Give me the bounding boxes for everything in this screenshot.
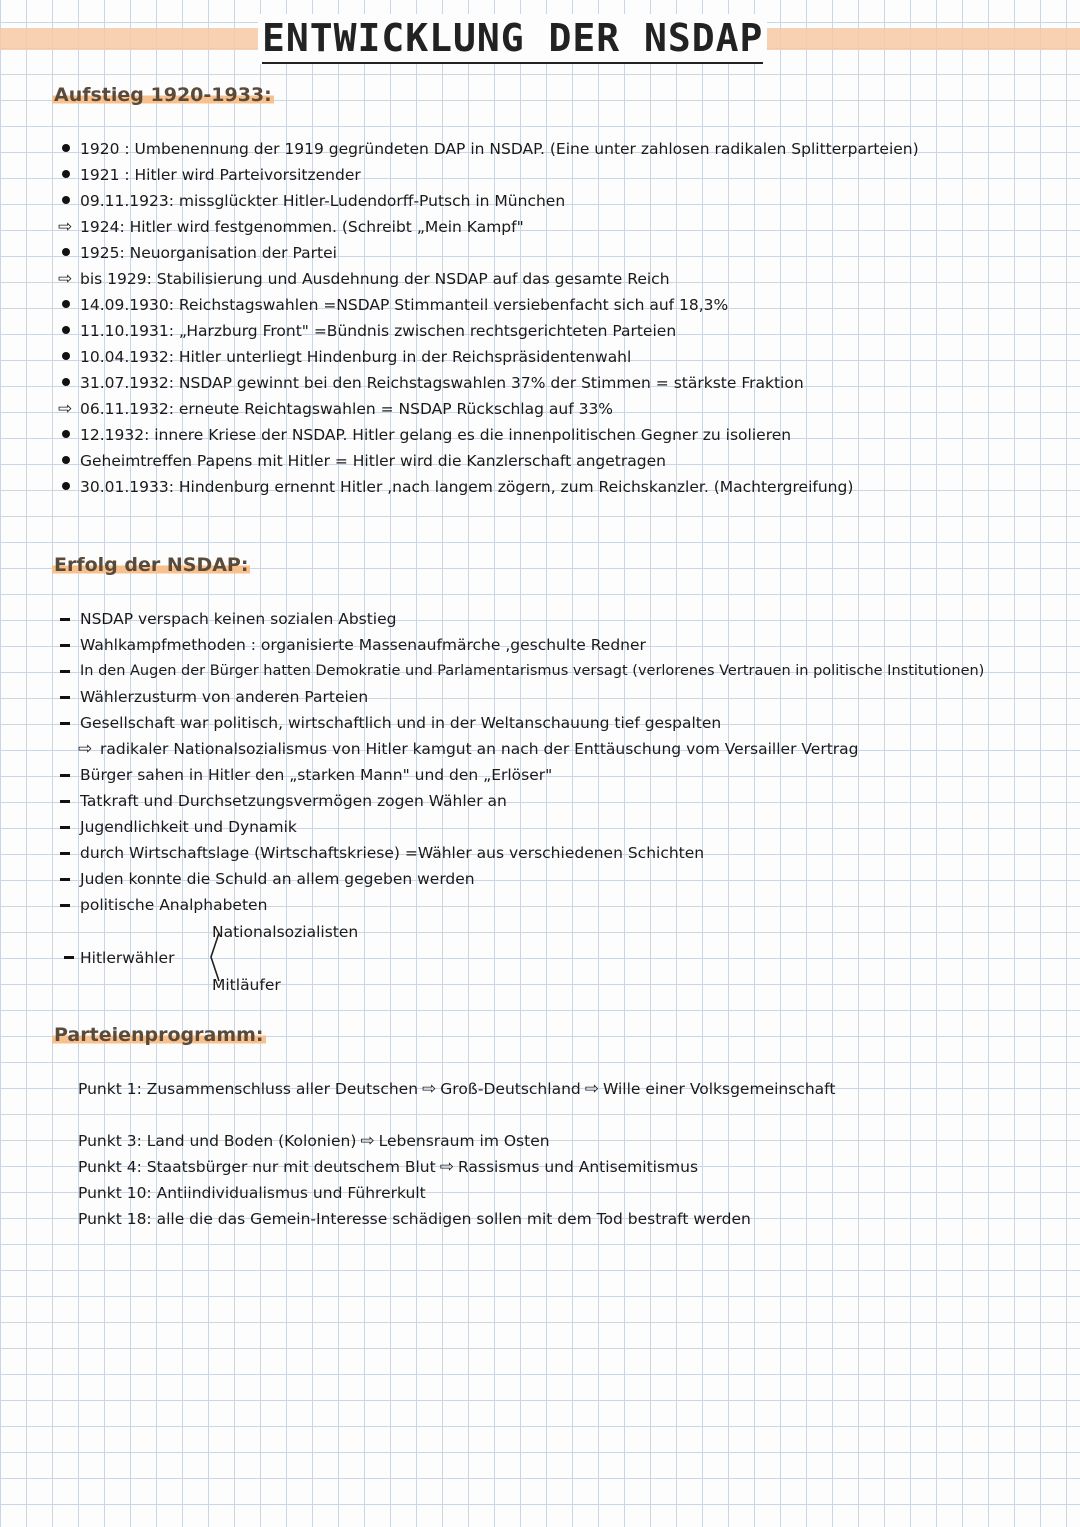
list-item: Tatkraft und Durchsetzungsvermögen zogen Wähler an [54,788,984,814]
list-item: Punkt 1: Zusammenschluss aller Deutschen ⇨ Groß-Deutschland ⇨ Wille einer Volksgemeinschaft [78,1079,836,1099]
bullet-dot [62,352,70,360]
dash-marker [60,644,70,647]
success-list [54,606,984,918]
list-item: Punkt 10: Antiindividualismus und Führerkult [78,1184,426,1202]
bullet-dot [62,248,70,256]
dash-marker [60,826,70,829]
list-item: 12.1932: innere Kriese der NSDAP. Hitler gelang es die innenpolitischen Gegner zu isolieren [54,422,919,448]
list-item: 1921 : Hitler wird Parteivorsitzender [54,162,919,188]
dash-marker [60,852,70,855]
list-item: ⇨ 06.11.1932: erneute Reichtagswahlen = NSDAP Rückschlag auf 33% [54,396,919,422]
list-item: 10.04.1932: Hitler unterliegt Hindenburg in der Reichspräsidentenwahl [54,344,919,370]
list-item: 31.07.1932: NSDAP gewinnt bei den Reichstagswahlen 37% der Stimmen = stärkste Fraktion [54,370,919,396]
bullet-dot [62,456,70,464]
voter-branch-top: Nationalsozialisten [212,923,359,941]
list-item: durch Wirtschaftslage (Wirtschaftskriese) =Wähler aus verschiedenen Schichten [54,840,984,866]
arrow-icon: ⇨ [584,1079,599,1099]
dash-marker [60,618,70,621]
list-item: 11.10.1931: „Harzburg Front" =Bündnis zwischen rechtsgerichteten Parteien [54,318,919,344]
page-title: ENTWICKLUNG DER NSDAP [262,14,763,64]
list-item: ⇨ 1924: Hitler wird festgenommen. (Schreibt „Mein Kampf" [54,214,919,240]
title-wrap [258,14,767,64]
list-item: Bürger sahen in Hitler den „starken Mann" und den „Erlöser" [54,762,984,788]
list-item: Geheimtreffen Papens mit Hitler = Hitler wird die Kanzlerschaft angetragen [54,448,919,474]
arrow-icon: ⇨ [422,1079,437,1099]
list-item: 30.01.1933: Hindenburg ernennt Hitler ,nach langem zögern, zum Reichskanzler. (Machtergreifung) [54,474,919,500]
list-item: ⇨ radikaler Nationalsozialismus von Hitler kamgut an nach der Enttäuschung vom Versailler Vertrag [54,736,984,762]
section-heading-rise: Aufstieg 1920-1933: [54,84,272,106]
bullet-dot [62,300,70,308]
list-item: 1920 : Umbenennung der 1919 gegründeten DAP in NSDAP. (Eine unter zahlosen radikalen Splitterparteien) [54,136,919,162]
program-points [78,1128,751,1232]
arrow-icon: ⇨ [360,1131,375,1151]
program-point-1 [78,1076,835,1102]
rise-list [54,136,919,500]
dash-marker [60,800,70,803]
dash-marker [60,696,70,699]
list-item: Punkt 4: Staatsbürger nur mit deutschem Blut ⇨ Rassismus und Antisemitismus [78,1157,699,1177]
list-item: 1925: Neuorganisation der Partei [54,240,919,266]
section-heading-program: Parteienprogramm: [54,1024,264,1046]
list-item: In den Augen der Bürger hatten Demokratie und Parlamentarismus versagt (verlorenes Vertrauen in politische Institutionen) [54,658,984,684]
list-item: Juden konnte die Schuld an allem gegeben werden [54,866,984,892]
list-item: Gesellschaft war politisch, wirtschaftlich und in der Weltanschauung tief gespalten [54,710,984,736]
voter-diagram [58,918,458,998]
arrow-icon: ⇨ [58,269,73,289]
dash-marker [60,904,70,907]
arrow-icon: ⇨ [58,217,73,237]
dash-marker [60,878,70,881]
list-item: Punkt 18: alle die das Gemein-Interesse schädigen sollen mit dem Tod bestraft werden [78,1210,751,1228]
list-item: Punkt 3: Land und Boden (Kolonien) ⇨ Lebensraum im Osten [78,1131,550,1151]
dash-marker [60,774,70,777]
list-item: 09.11.1923: missglückter Hitler-Ludendorff-Putsch in München [54,188,919,214]
bullet-dot [62,378,70,386]
bullet-dot [62,482,70,490]
bullet-dot [62,144,70,152]
dash-marker [64,956,74,959]
list-item: ⇨ bis 1929: Stabilisierung und Ausdehnung der NSDAP auf das gesamte Reich [54,266,919,292]
list-item: 14.09.1930: Reichstagswahlen =NSDAP Stimmanteil versiebenfacht sich auf 18,3% [54,292,919,318]
voter-label: Hitlerwähler [80,949,175,967]
dash-marker [60,670,70,673]
list-item: Wahlkampfmethoden : organisierte Massenaufmärche ,geschulte Redner [54,632,984,658]
dash-marker [60,722,70,725]
bullet-dot [62,326,70,334]
bullet-dot [62,196,70,204]
list-item: Jugendlichkeit und Dynamik [54,814,984,840]
voter-branch-bottom: Mitläufer [212,976,281,994]
arrow-icon: ⇨ [439,1157,454,1177]
list-item: politische Analphabeten [54,892,984,918]
list-item: Wählerzusturm von anderen Parteien [54,684,984,710]
bullet-dot [62,170,70,178]
section-heading-success: Erfolg der NSDAP: [54,554,249,576]
arrow-icon: ⇨ [58,399,73,419]
bullet-dot [62,430,70,438]
arrow-icon: ⇨ [78,739,93,759]
list-item: NSDAP verspach keinen sozialen Abstieg [54,606,984,632]
